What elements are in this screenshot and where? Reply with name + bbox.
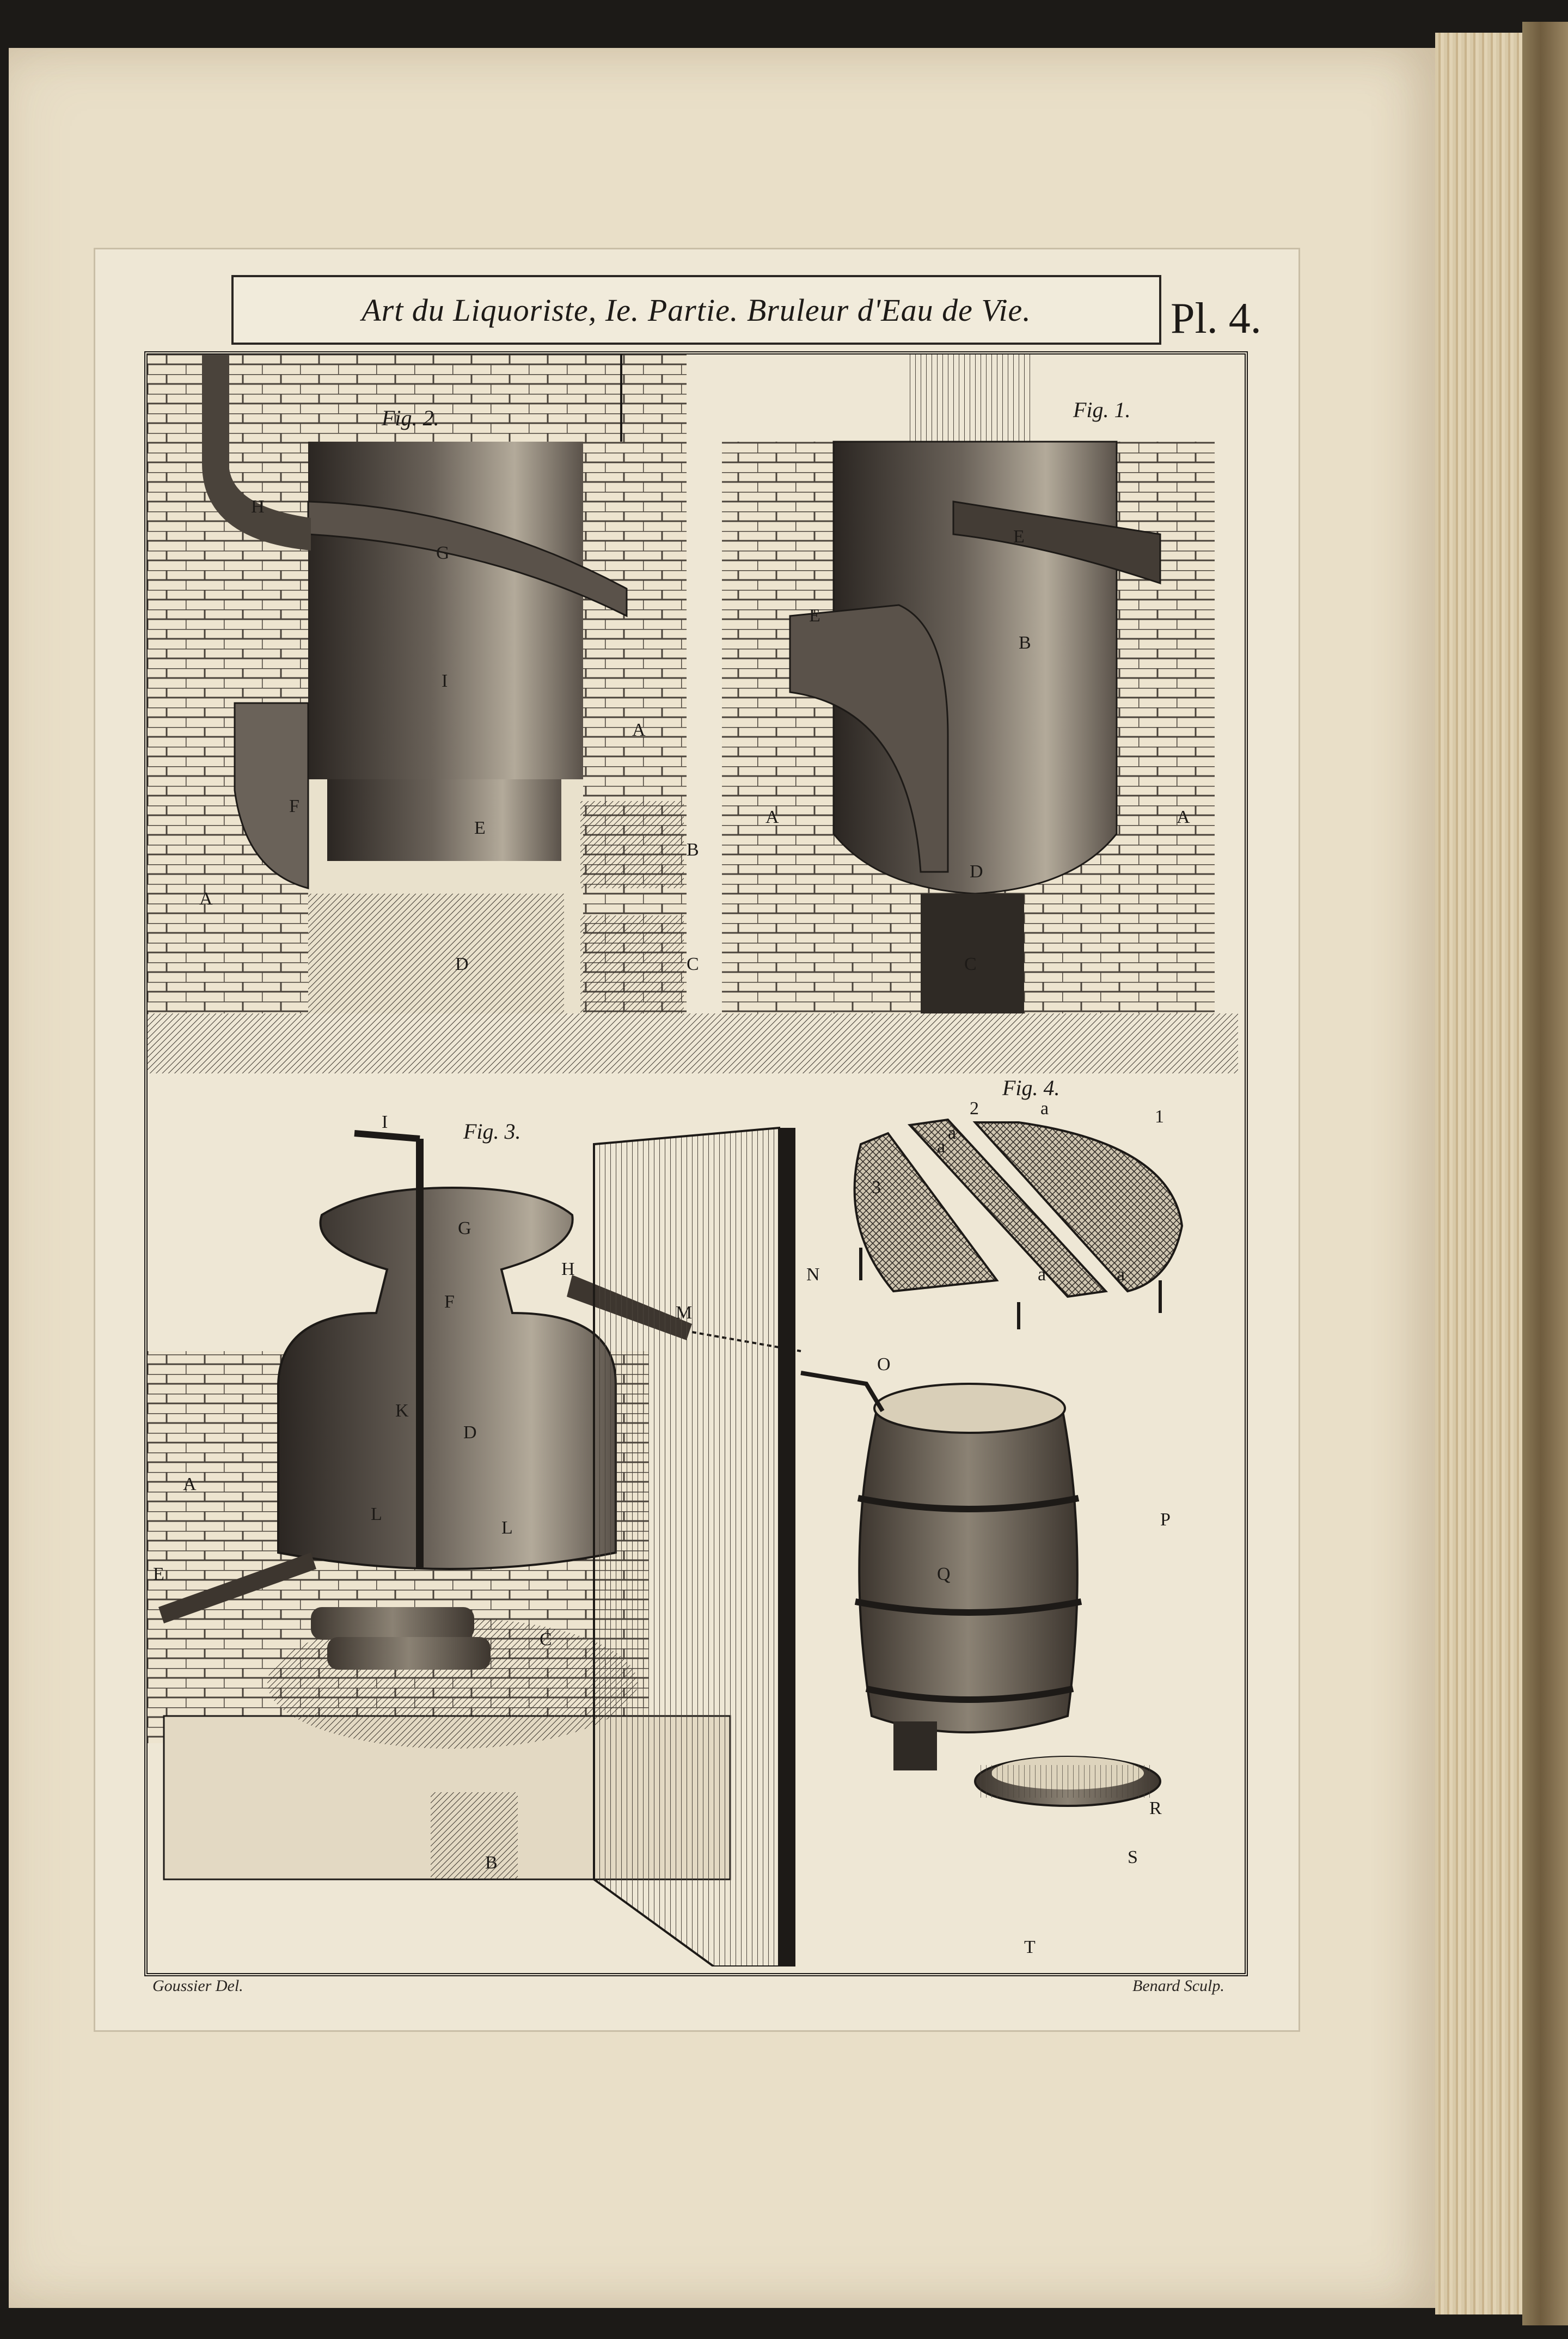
letter: A <box>199 889 213 909</box>
letter: a <box>1117 1265 1125 1285</box>
letter: C <box>964 954 977 974</box>
letter: E <box>809 606 820 626</box>
letter: T <box>1024 1937 1036 1957</box>
letter: C <box>687 954 699 974</box>
fig3-label: Fig. 3. <box>463 1119 521 1144</box>
letter: G <box>436 543 450 563</box>
letter: O <box>877 1354 891 1375</box>
letter: A <box>765 807 779 827</box>
letter: H <box>251 497 265 517</box>
letter: 1 <box>1155 1107 1164 1127</box>
letter: D <box>455 954 469 974</box>
ground-band <box>148 1013 1238 1073</box>
letter: G <box>458 1218 471 1238</box>
letter: A <box>183 1474 197 1494</box>
letter: D <box>970 862 983 882</box>
letter: E <box>1013 527 1025 547</box>
letter: D <box>463 1422 477 1443</box>
plate-number: Pl. 4. <box>1171 295 1261 343</box>
fig2-furnace <box>148 355 687 1013</box>
letter: A <box>632 720 646 740</box>
plate-title: Art du Liquoriste, Ie. Partie. Bruleur d'Eau de Vie. <box>362 292 1031 328</box>
page-edges <box>1435 33 1522 2314</box>
fig4-label: Fig. 4. <box>1002 1076 1060 1100</box>
letter: F <box>289 796 299 816</box>
illustration-frame <box>144 351 1248 1976</box>
letter: S <box>1128 1847 1138 1867</box>
letter: R <box>1149 1798 1162 1818</box>
letter: E <box>153 1564 164 1584</box>
letter: F <box>444 1292 455 1312</box>
fig1-label: Fig. 1. <box>1073 398 1131 422</box>
letter: K <box>395 1401 409 1421</box>
letter: a <box>1038 1265 1046 1285</box>
letter: L <box>501 1518 513 1538</box>
letter: C <box>540 1629 552 1650</box>
fig2-label: Fig. 2. <box>382 406 439 430</box>
credit-engraver: Benard Sculp. <box>1132 1977 1224 1995</box>
engraving-illustration <box>148 355 1238 1967</box>
letter: a <box>948 1123 957 1143</box>
letter: 3 <box>872 1177 881 1198</box>
letter: I <box>442 671 448 691</box>
book-cover-edge <box>1522 22 1568 2325</box>
letter: M <box>676 1303 693 1323</box>
letter: B <box>1019 633 1031 653</box>
letter: I <box>382 1112 388 1132</box>
letter: B <box>687 840 699 860</box>
fig4-grates <box>855 1120 1182 1329</box>
fig1-furnace <box>722 355 1215 1013</box>
letter: N <box>806 1265 820 1285</box>
letter: B <box>485 1853 498 1873</box>
credit-draughtsman: Goussier Del. <box>152 1977 243 1995</box>
letter: A <box>1177 807 1190 827</box>
plate-title-box <box>231 275 1161 345</box>
fig3-barrel <box>801 1373 1160 1806</box>
letter: a <box>1040 1098 1049 1119</box>
letter: Q <box>937 1564 951 1584</box>
fig3-still <box>148 1128 801 1967</box>
letter: L <box>371 1504 382 1524</box>
letter: a <box>937 1137 946 1157</box>
letter: E <box>474 818 486 838</box>
letter: 2 <box>970 1098 979 1119</box>
letter: P <box>1160 1510 1171 1530</box>
letter: H <box>561 1259 575 1279</box>
